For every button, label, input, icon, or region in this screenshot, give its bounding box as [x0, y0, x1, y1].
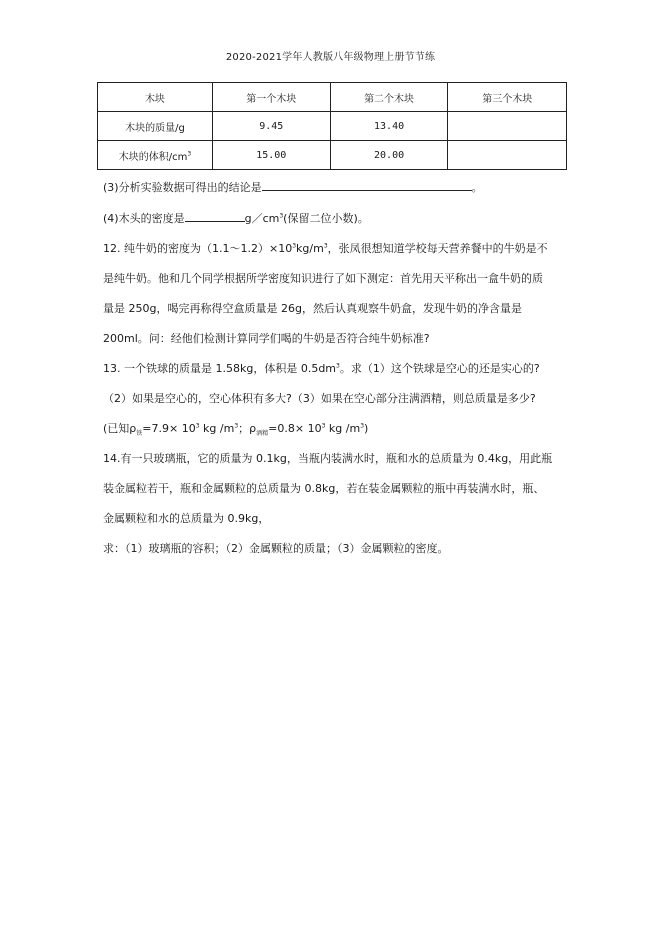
q13-text: (已知ρ — [103, 422, 137, 435]
q14-line-2: 装金属粒若干，瓶和金属颗粒的总质量为 0.8kg，若在装金属颗粒的瓶中再装满水时，瓶、 — [103, 482, 545, 495]
table-header-cell: 第三个木块 — [448, 83, 567, 112]
table-cell: 20.00 — [330, 141, 448, 170]
q14-line-1: 14.有一只玻璃瓶，它的质量为 0.1kg，当瓶内装满水时，瓶和水的总质量为 0.4kg，用此瓶 — [103, 452, 553, 465]
q13-text: kg /m — [199, 422, 235, 435]
page-header: 2020-2021学年人教版八年级物理上册节节练 — [225, 52, 436, 63]
q3-text: (3)分析实验数据可得出的结论是 — [103, 181, 262, 194]
table-cell — [448, 112, 567, 141]
superscript: 3 — [292, 242, 297, 250]
answer-blank[interactable] — [262, 179, 472, 191]
table-cell: 15.00 — [212, 141, 330, 170]
table-header-row — [98, 83, 567, 112]
row-label-text: 木块的体积/cm — [118, 151, 188, 163]
table-header-cell: 第一个木块 — [212, 83, 330, 112]
q13-text: 13. 一个铁球的质量是 1.58kg，体积是 0.5dm — [103, 362, 337, 375]
superscript: 3 — [360, 422, 365, 430]
q12-line-1 — [103, 240, 548, 256]
q13-text: kg /m — [325, 422, 361, 435]
table-cell — [448, 141, 567, 170]
q3-suffix: 。 — [471, 181, 483, 194]
superscript: 3 — [323, 242, 328, 250]
q13-line-1 — [103, 360, 540, 376]
superscript: 3 — [279, 212, 284, 220]
q13-text: =0.8× 10 — [268, 422, 322, 435]
superscript: 3 — [187, 150, 192, 158]
superscript: 3 — [234, 422, 239, 430]
superscript: 3 — [321, 422, 326, 430]
row-label: 木块的质量/g — [98, 112, 213, 141]
table-cell: 9.45 — [212, 112, 330, 141]
question-4 — [103, 210, 369, 226]
table-header-cell: 第二个木块 — [330, 83, 448, 112]
q12-line-2: 是纯牛奶。他和几个同学根据所学密度知识进行了如下测定：首先用天平称出一盒牛奶的质 — [103, 272, 543, 285]
table-header-cell: 木块 — [98, 83, 213, 112]
q12-text: 12. 纯牛奶的密度为（1.1～1.2）×10 — [103, 242, 293, 255]
q12-text: kg/m — [296, 242, 324, 255]
q13-text: 。求（1）这个铁球是空心的还是实心的? — [339, 362, 540, 375]
q14-line-4: 求：（1）玻璃瓶的容积；（2）金属颗粒的质量；（3）金属颗粒的密度。 — [103, 542, 449, 555]
superscript: 3 — [195, 422, 200, 430]
q13-line-2: （2）如果是空心的，空心体积有多大?（3）如果在空心部分注满酒精，则总质量是多少? — [103, 392, 536, 405]
q4-text: (4)木头的密度是 — [103, 212, 185, 225]
superscript: 3 — [336, 362, 340, 370]
q13-text: ) — [364, 422, 369, 435]
q12-text: ，张凤很想知道学校每天营养餐中的牛奶是不 — [327, 242, 548, 255]
subscript: 酒精 — [256, 430, 269, 438]
subscript: 铁 — [136, 430, 143, 438]
q12-line-3: 量是 250g，喝完再称得空盒质量是 26g，然后认真观察牛奶盒，发现牛奶的净含量是 — [103, 302, 522, 315]
table-row — [98, 112, 567, 141]
q12-line-4: 200ml。问：经他们检测计算同学们喝的牛奶是否符合纯牛奶标准? — [103, 332, 430, 345]
question-3 — [103, 179, 483, 195]
q13-text: ；ρ — [238, 422, 257, 435]
table-cell: 13.40 — [330, 112, 448, 141]
q4-suffix: (保留二位小数)。 — [283, 212, 369, 225]
q14-line-3: 金属颗粒和水的总质量为 0.9kg， — [103, 512, 270, 525]
data-table — [97, 82, 567, 170]
answer-blank[interactable] — [185, 210, 245, 222]
table-row — [98, 141, 567, 170]
q4-unit: g／cm — [244, 212, 280, 225]
q13-text: =7.9× 10 — [142, 422, 196, 435]
row-label — [98, 141, 213, 170]
q13-line-3 — [103, 420, 368, 437]
